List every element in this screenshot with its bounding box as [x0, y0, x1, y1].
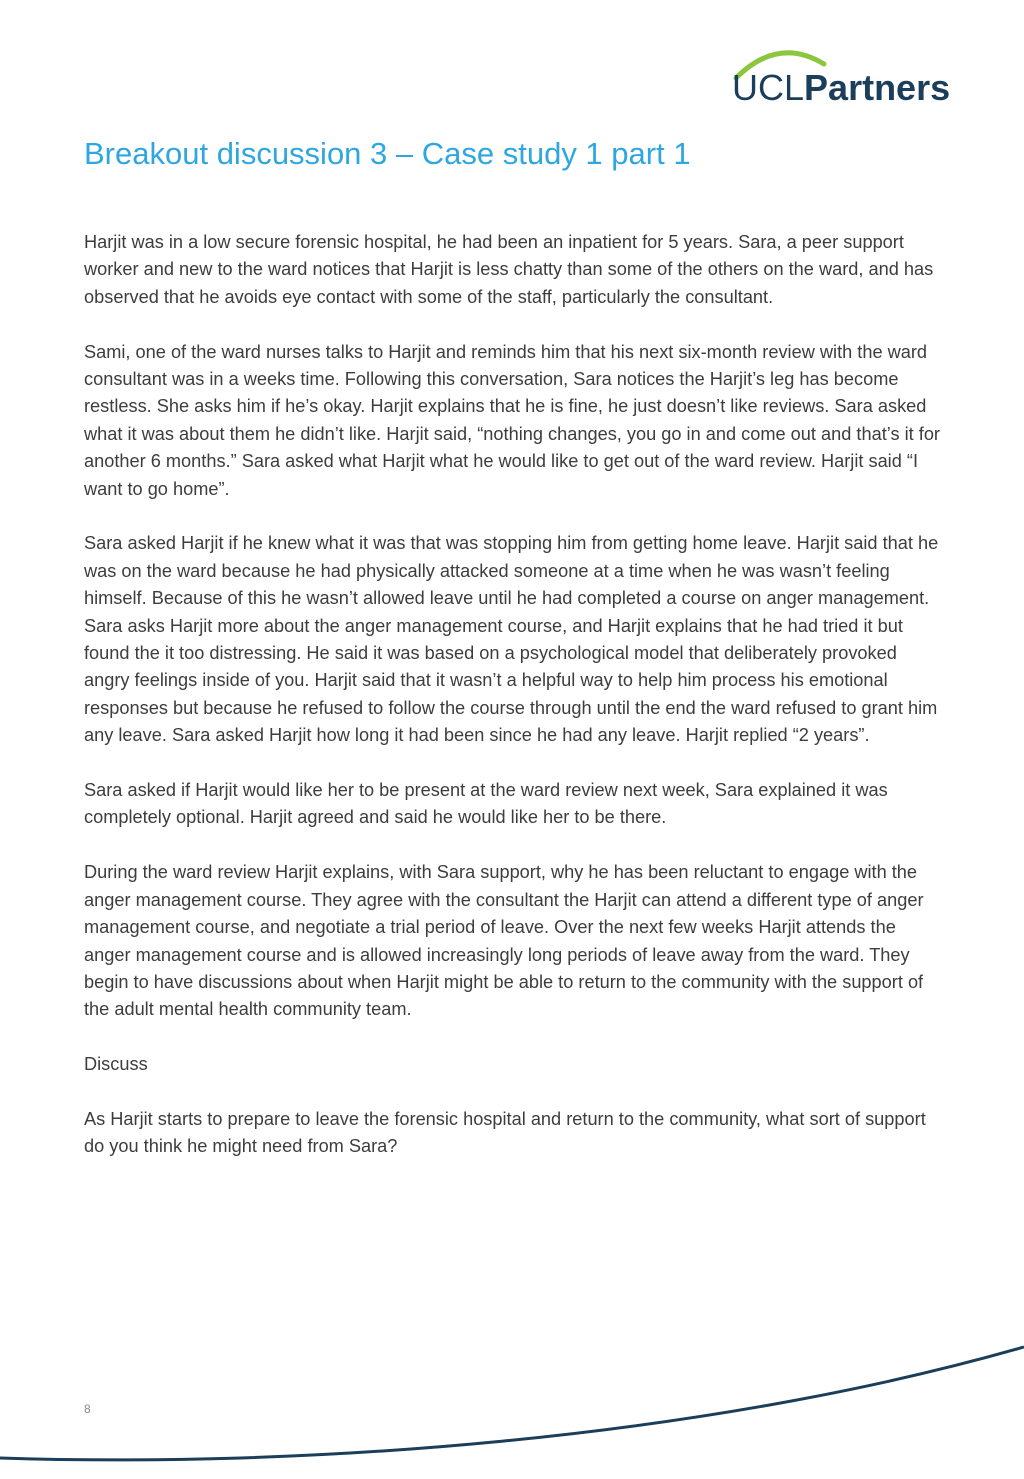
- paragraph: Sara asked Harjit if he knew what it was that was stopping him from getting home leave. Harjit said that he was on the ward because he had physically attacked someone at a time when he was wasn’t feeling himself. Because of this he wasn’t allowed leave until he had completed a course on anger management. Sara asks Harjit more about the anger management course, and Harjit explains that he had tried it but found the it too distressing. He said it was based on a psychological model that deliberately provoked angry feelings inside of you. Harjit said that it wasn’t a helpful way to help him process his emotional responses but because he refused to follow the course through until the end the ward refused to grant him any leave. Sara asked Harjit how long it had been since he had any leave. Harjit replied “2 years”.: [84, 533, 939, 746]
- page-number: 8: [84, 1402, 91, 1416]
- uclpartners-logo: [732, 42, 968, 108]
- logo-partners-text: Partners: [804, 67, 951, 108]
- paragraph: Harjit was in a low secure forensic hospital, he had been an inpatient for 5 years. Sara, a peer support worker and new to the ward notices that Harjit is less chatty than some of the others on the ward, and has observed that he avoids eye contact with some of the staff, particularly the consultant.: [84, 232, 934, 307]
- logo-wordmark: [732, 67, 951, 108]
- paragraph: Sara asked if Harjit would like her to be present at the ward review next week, Sara explained it was completely optional. Harjit agreed and said he would like her to be there.: [84, 780, 888, 828]
- paragraph: Sami, one of the ward nurses talks to Harjit and reminds him that his next six-month review with the ward consultant was in a weeks time. Following this conversation, Sara notices the Harjit’s leg has become restless. She asks him if he’s okay. Harjit explains that he is fine, he just doesn’t like reviews. Sara asked what it was about them he didn’t like. Harjit said, “nothing changes, you go in and come out and that’s it for another 6 months.” Sara asked what Harjit what he would like to get out of the ward review. Harjit said “I want to go home”.: [84, 341, 940, 499]
- page-title: Breakout discussion 3 – Case study 1 part 1: [84, 136, 691, 171]
- case-study-body: [84, 229, 946, 1188]
- logo-ucl-text: UCL: [732, 67, 805, 108]
- paragraph: During the ward review Harjit explains, with Sara support, why he has been reluctant to engage with the anger management course. They agree with the consultant the Harjit can attend a different type of anger management course, and negotiate a trial period of leave. Over the next few weeks Harjit attends the anger management course and is allowed increasingly long periods of leave away from the ward. They begin to have discussions about when Harjit might be able to return to the community with the support of the adult mental health community team.: [84, 862, 924, 1020]
- discuss-question: As Harjit starts to prepare to leave the forensic hospital and return to the community, what sort of support do you think he might need from Sara?: [84, 1108, 926, 1157]
- discuss-heading: Discuss: [84, 1054, 148, 1075]
- footer-swoosh: [0, 1340, 1024, 1479]
